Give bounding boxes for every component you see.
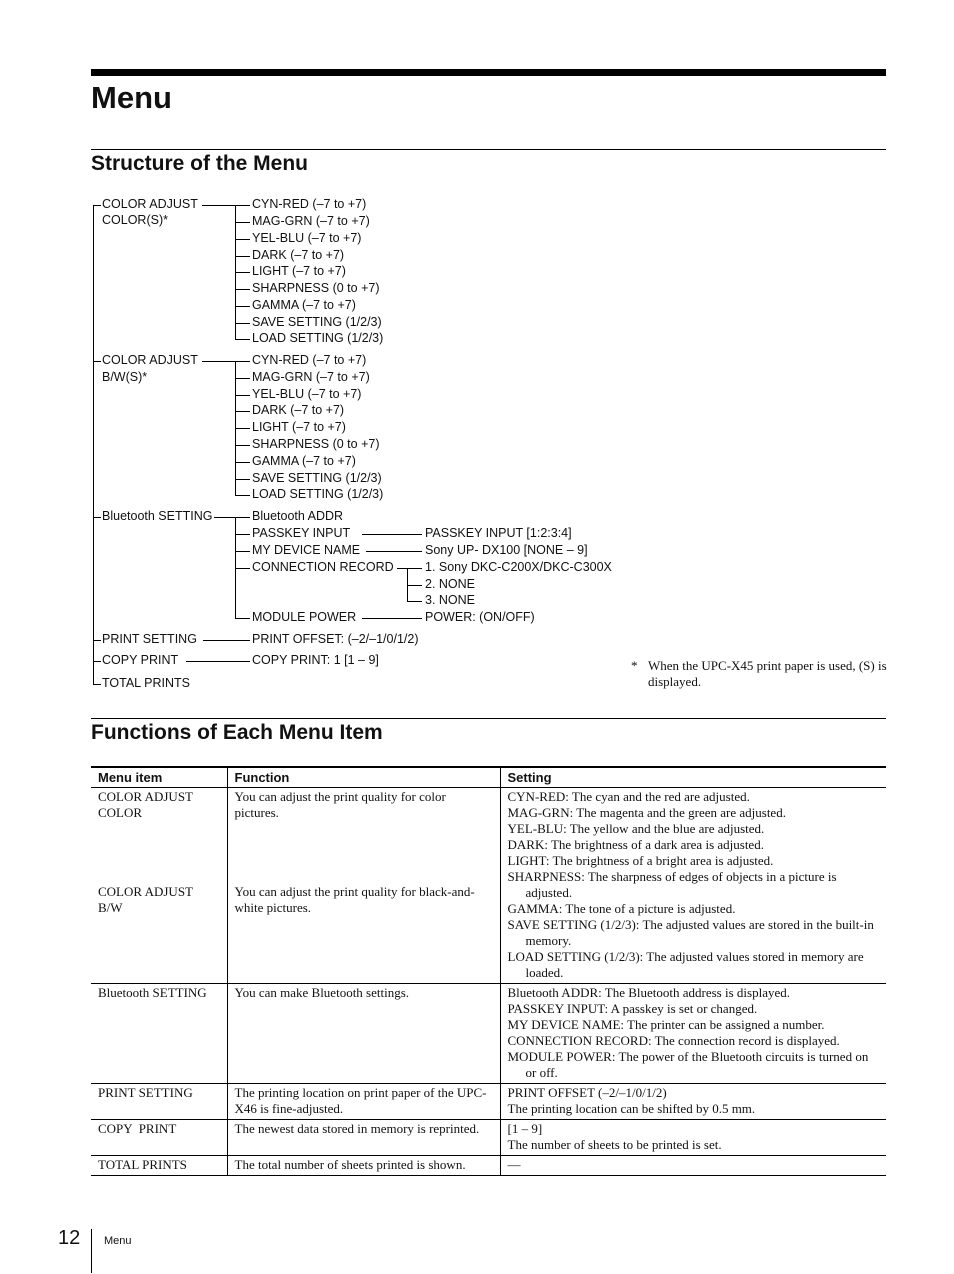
tree-tick bbox=[235, 568, 250, 569]
tree-label-color-adjust: COLOR ADJUST bbox=[102, 197, 198, 211]
function-cell: The newest data stored in memory is reprinted. bbox=[227, 1120, 500, 1156]
setting-line: YEL-BLU: The yellow and the blue are adjusted. bbox=[507, 821, 765, 836]
tree-item: LOAD SETTING (1/2/3) bbox=[252, 331, 384, 345]
tree-tick bbox=[235, 462, 250, 463]
tree-sub-spine bbox=[235, 361, 236, 495]
menu-item-line: COLOR ADJUST bbox=[98, 884, 193, 899]
setting-line: The number of sheets to be printed is set. bbox=[507, 1137, 722, 1152]
tree-value: PASSKEY INPUT [1:2:3:4] bbox=[425, 526, 572, 540]
menu-item-cell: Bluetooth SETTING bbox=[91, 984, 227, 1084]
tree-tick bbox=[235, 445, 250, 446]
function-cell: The total number of sheets printed is shown. bbox=[227, 1156, 500, 1176]
header-setting: Setting bbox=[500, 767, 886, 788]
tree-sub-spine bbox=[235, 517, 236, 618]
tree-branch bbox=[93, 517, 101, 518]
footer-rule bbox=[91, 1229, 92, 1273]
section-rule bbox=[91, 718, 886, 719]
function-cell: You can adjust the print quality for black-and-white pictures. bbox=[227, 883, 500, 984]
setting-line: CYN-RED: The cyan and the red are adjusted. bbox=[507, 789, 750, 804]
tree-item: Bluetooth ADDR bbox=[252, 509, 344, 523]
tree-item: DARK (–7 to +7) bbox=[252, 403, 345, 417]
tree-item: LOAD SETTING (1/2/3) bbox=[252, 487, 384, 501]
tree-tick bbox=[235, 395, 250, 396]
setting-line: SAVE SETTING (1/2/3): The adjusted values are stored in the built-in memory. bbox=[507, 917, 874, 948]
tree-sub-spine bbox=[407, 568, 408, 602]
setting-line: — bbox=[507, 1157, 521, 1172]
tree-item: SHARPNESS (0 to +7) bbox=[252, 281, 380, 295]
menu-item-cell: COPY PRINT bbox=[91, 1120, 227, 1156]
setting-cell bbox=[500, 1084, 886, 1120]
tree-tick bbox=[235, 323, 250, 324]
tree-item: DARK (–7 to +7) bbox=[252, 248, 345, 262]
section-rule bbox=[91, 149, 886, 150]
tree-connector bbox=[186, 661, 250, 662]
tree-tick bbox=[235, 306, 250, 307]
tree-sub-spine bbox=[235, 205, 236, 339]
tree-branch bbox=[93, 661, 101, 662]
tree-item: PRINT OFFSET: (–2/–1/0/1/2) bbox=[252, 632, 419, 646]
tree-value: 3. NONE bbox=[425, 593, 476, 607]
page-title: Menu bbox=[91, 80, 172, 115]
setting-cell bbox=[500, 1156, 886, 1176]
footnote-text: When the UPC-X45 print paper is used, (S) is displayed. bbox=[648, 658, 887, 689]
tree-tick bbox=[235, 289, 250, 290]
tree-label-print-setting: PRINT SETTING bbox=[102, 632, 197, 646]
tree-tick bbox=[235, 534, 250, 535]
tree-tick bbox=[235, 378, 250, 379]
tree-label-color-s: COLOR(S)* bbox=[102, 213, 168, 227]
tree-connector bbox=[202, 361, 250, 362]
setting-line: LIGHT: The brightness of a bright area is adjusted. bbox=[507, 853, 774, 868]
tree-connector bbox=[203, 640, 250, 641]
setting-line: MAG-GRN: The magenta and the green are adjusted. bbox=[507, 805, 786, 820]
tree-tick bbox=[235, 495, 250, 496]
menu-item-cell: TOTAL PRINTS bbox=[91, 1156, 227, 1176]
tree-tick bbox=[235, 411, 250, 412]
footer-label: Menu bbox=[104, 1235, 132, 1247]
tree-tick bbox=[235, 479, 250, 480]
function-cell: You can make Bluetooth settings. bbox=[227, 984, 500, 1084]
tree-item: YEL-BLU (–7 to +7) bbox=[252, 387, 362, 401]
table-row bbox=[91, 1120, 886, 1156]
tree-item: LIGHT (–7 to +7) bbox=[252, 420, 346, 434]
setting-line: PRINT OFFSET (–2/–1/0/1/2) bbox=[507, 1085, 667, 1100]
menu-item-cell bbox=[91, 883, 227, 984]
function-cell: You can adjust the print quality for color pictures. bbox=[227, 788, 500, 884]
tree-item: MY DEVICE NAME bbox=[252, 543, 361, 557]
setting-line: DARK: The brightness of a dark area is adjusted. bbox=[507, 837, 764, 852]
menu-item-cell: PRINT SETTING bbox=[91, 1084, 227, 1120]
setting-line: The printing location can be shifted by 0.5 mm. bbox=[507, 1101, 756, 1116]
header-menu-item: Menu item bbox=[91, 767, 227, 788]
tree-item: CYN-RED (–7 to +7) bbox=[252, 353, 367, 367]
tree-item: MAG-GRN (–7 to +7) bbox=[252, 214, 370, 228]
tree-item: GAMMA (–7 to +7) bbox=[252, 454, 356, 468]
tree-spine bbox=[93, 205, 94, 684]
tree-item: SAVE SETTING (1/2/3) bbox=[252, 315, 382, 329]
title-rule bbox=[91, 69, 886, 76]
tree-label-copy-print: COPY PRINT bbox=[102, 653, 179, 667]
tree-tick bbox=[407, 585, 422, 586]
footnote-marker: * bbox=[631, 658, 638, 673]
tree-branch bbox=[93, 361, 101, 362]
tree-item: COPY PRINT: 1 [1 – 9] bbox=[252, 653, 379, 667]
table-header-row bbox=[91, 767, 886, 788]
setting-cell bbox=[500, 1120, 886, 1156]
tree-item: CYN-RED (–7 to +7) bbox=[252, 197, 367, 211]
tree-connector bbox=[362, 618, 422, 619]
setting-line: GAMMA: The tone of a picture is adjusted. bbox=[507, 901, 736, 916]
tree-connector bbox=[202, 205, 250, 206]
tree-value: Sony UP- DX100 [NONE – 9] bbox=[425, 543, 588, 557]
tree-item: MAG-GRN (–7 to +7) bbox=[252, 370, 370, 384]
tree-connector bbox=[214, 517, 250, 518]
setting-line: MY DEVICE NAME: The printer can be assigned a number. bbox=[507, 1017, 825, 1032]
tree-branch bbox=[93, 205, 101, 206]
setting-cell bbox=[500, 984, 886, 1084]
tree-connector bbox=[366, 551, 422, 552]
tree-item: GAMMA (–7 to +7) bbox=[252, 298, 356, 312]
tree-tick bbox=[235, 551, 250, 552]
table-row bbox=[91, 1084, 886, 1120]
menu-item-cell bbox=[91, 788, 227, 884]
setting-line: PASSKEY INPUT: A passkey is set or changed. bbox=[507, 1001, 758, 1016]
tree-item: YEL-BLU (–7 to +7) bbox=[252, 231, 362, 245]
functions-table bbox=[91, 766, 886, 1176]
tree-branch bbox=[93, 640, 101, 641]
setting-line: Bluetooth ADDR: The Bluetooth address is displayed. bbox=[507, 985, 790, 1000]
setting-line: LOAD SETTING (1/2/3): The adjusted values stored in memory are loaded. bbox=[507, 949, 864, 980]
page-number: 12 bbox=[58, 1227, 81, 1249]
tree-connector bbox=[397, 568, 422, 569]
tree-tick bbox=[235, 339, 250, 340]
section-title-functions: Functions of Each Menu Item bbox=[91, 721, 383, 744]
header-function: Function bbox=[227, 767, 500, 788]
setting-line: CONNECTION RECORD: The connection record is displayed. bbox=[507, 1033, 840, 1048]
tree-tick bbox=[235, 428, 250, 429]
tree-item: CONNECTION RECORD bbox=[252, 560, 394, 574]
table-row bbox=[91, 1156, 886, 1176]
menu-item-line: COLOR ADJUST bbox=[98, 789, 193, 804]
setting-line: [1 – 9] bbox=[507, 1121, 543, 1136]
tree-tick bbox=[235, 222, 250, 223]
setting-cell bbox=[500, 788, 886, 984]
tree-item: MODULE POWER bbox=[252, 610, 357, 624]
tree-tick bbox=[407, 601, 422, 602]
table-row bbox=[91, 788, 886, 884]
section-title-structure: Structure of the Menu bbox=[91, 152, 309, 175]
tree-item: PASSKEY INPUT bbox=[252, 526, 351, 540]
tree-label-bluetooth: Bluetooth SETTING bbox=[102, 509, 213, 523]
tree-value: 1. Sony DKC-C200X/DKC-C300X bbox=[425, 560, 612, 574]
tree-label-color-adjust: COLOR ADJUST bbox=[102, 353, 198, 367]
tree-item: LIGHT (–7 to +7) bbox=[252, 264, 346, 278]
tree-connector bbox=[362, 534, 422, 535]
tree-label-total-prints: TOTAL PRINTS bbox=[102, 676, 190, 690]
table-row bbox=[91, 984, 886, 1084]
menu-item-line: COLOR bbox=[98, 805, 143, 820]
tree-tick bbox=[235, 256, 250, 257]
tree-item: SHARPNESS (0 to +7) bbox=[252, 437, 380, 451]
tree-label-bw-s: B/W(S)* bbox=[102, 370, 148, 384]
tree-value: 2. NONE bbox=[425, 577, 476, 591]
setting-line: MODULE POWER: The power of the Bluetooth circuits is turned on or off. bbox=[507, 1049, 869, 1080]
tree-tick bbox=[235, 272, 250, 273]
function-cell: The printing location on print paper of the UPC-X46 is fine-adjusted. bbox=[227, 1084, 500, 1120]
setting-line: SHARPNESS: The sharpness of edges of objects in a picture is adjusted. bbox=[507, 869, 837, 900]
menu-item-line: B/W bbox=[98, 900, 123, 915]
tree-value: POWER: (ON/OFF) bbox=[425, 610, 535, 624]
tree-branch bbox=[93, 684, 101, 685]
tree-tick bbox=[235, 618, 250, 619]
tree-item: SAVE SETTING (1/2/3) bbox=[252, 471, 382, 485]
tree-tick bbox=[235, 239, 250, 240]
